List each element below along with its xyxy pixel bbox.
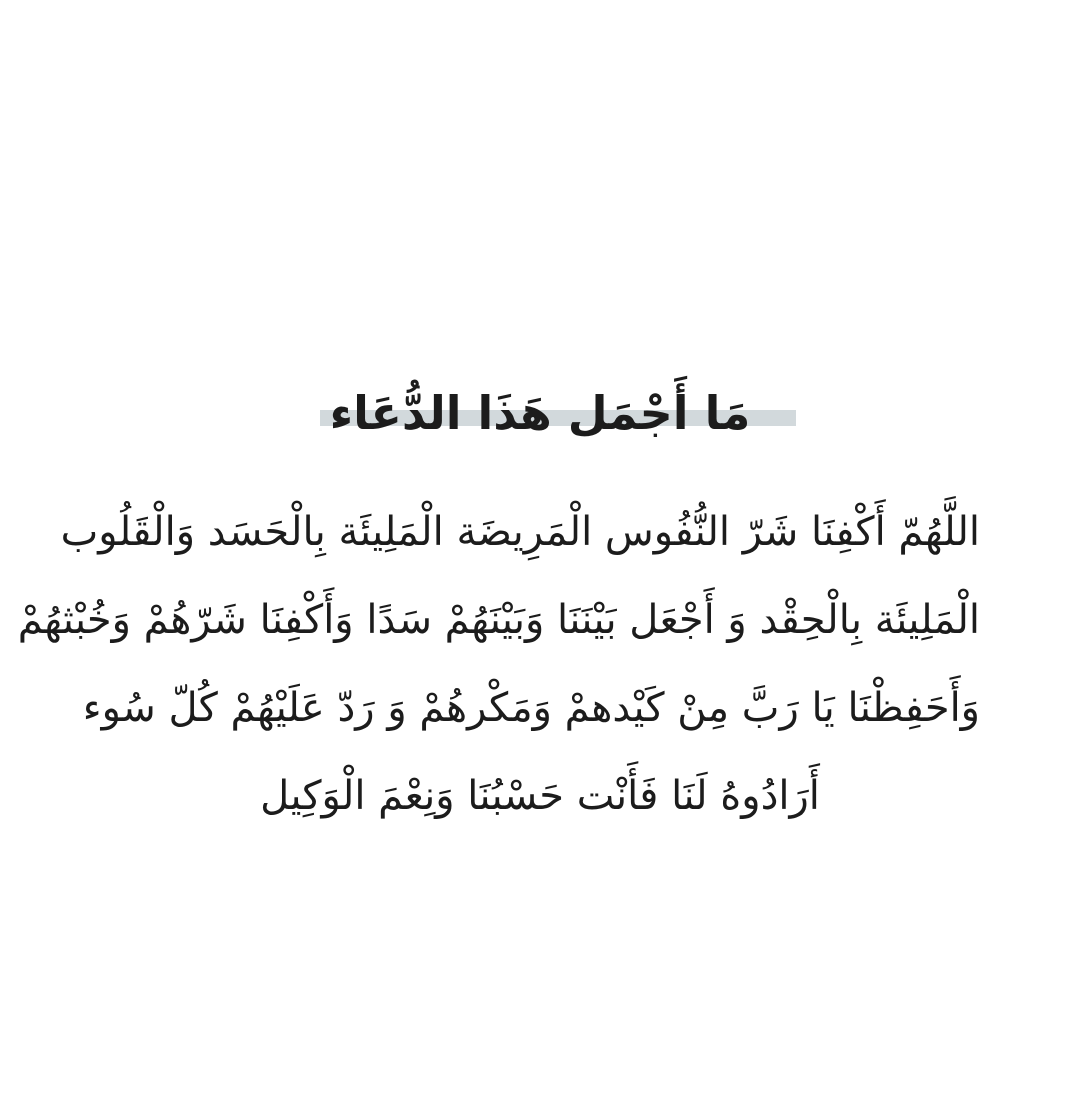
prayer-line: أَرَادُوهُ لَنَا فَأَنْت حَسْبُنَا وَنِعْمَ الْوَكِيل bbox=[260, 773, 820, 819]
title-block bbox=[0, 380, 1080, 460]
page-title: مَا أَجْمَل هَذَا الدُّعَاء bbox=[329, 386, 751, 440]
prayer-line: اللَّهُمّ أَكْفِنَا شَرّ النُّفُوس الْمَرِيضَة الْمَلِيئَة بِالْحَسَد وَالْقَلُوب bbox=[60, 509, 980, 555]
prayer-line: وَأَحَفِظْنَا يَا رَبَّ مِنْ كَيْدهمْ وَمَكْرهُمْ وَ رَدّ عَلَيْهُمْ كُلّ سُوء bbox=[82, 685, 980, 731]
prayer-text bbox=[17, 488, 980, 840]
prayer-line: الْمَلِيئَة بِالْحِقْد وَ أَجْعَل بَيْنَنَا وَبَيْنَهُمْ سَدًا وَأَكْفِنَا شَرّهُمْ وَخُبْثهُمْ bbox=[17, 597, 980, 643]
